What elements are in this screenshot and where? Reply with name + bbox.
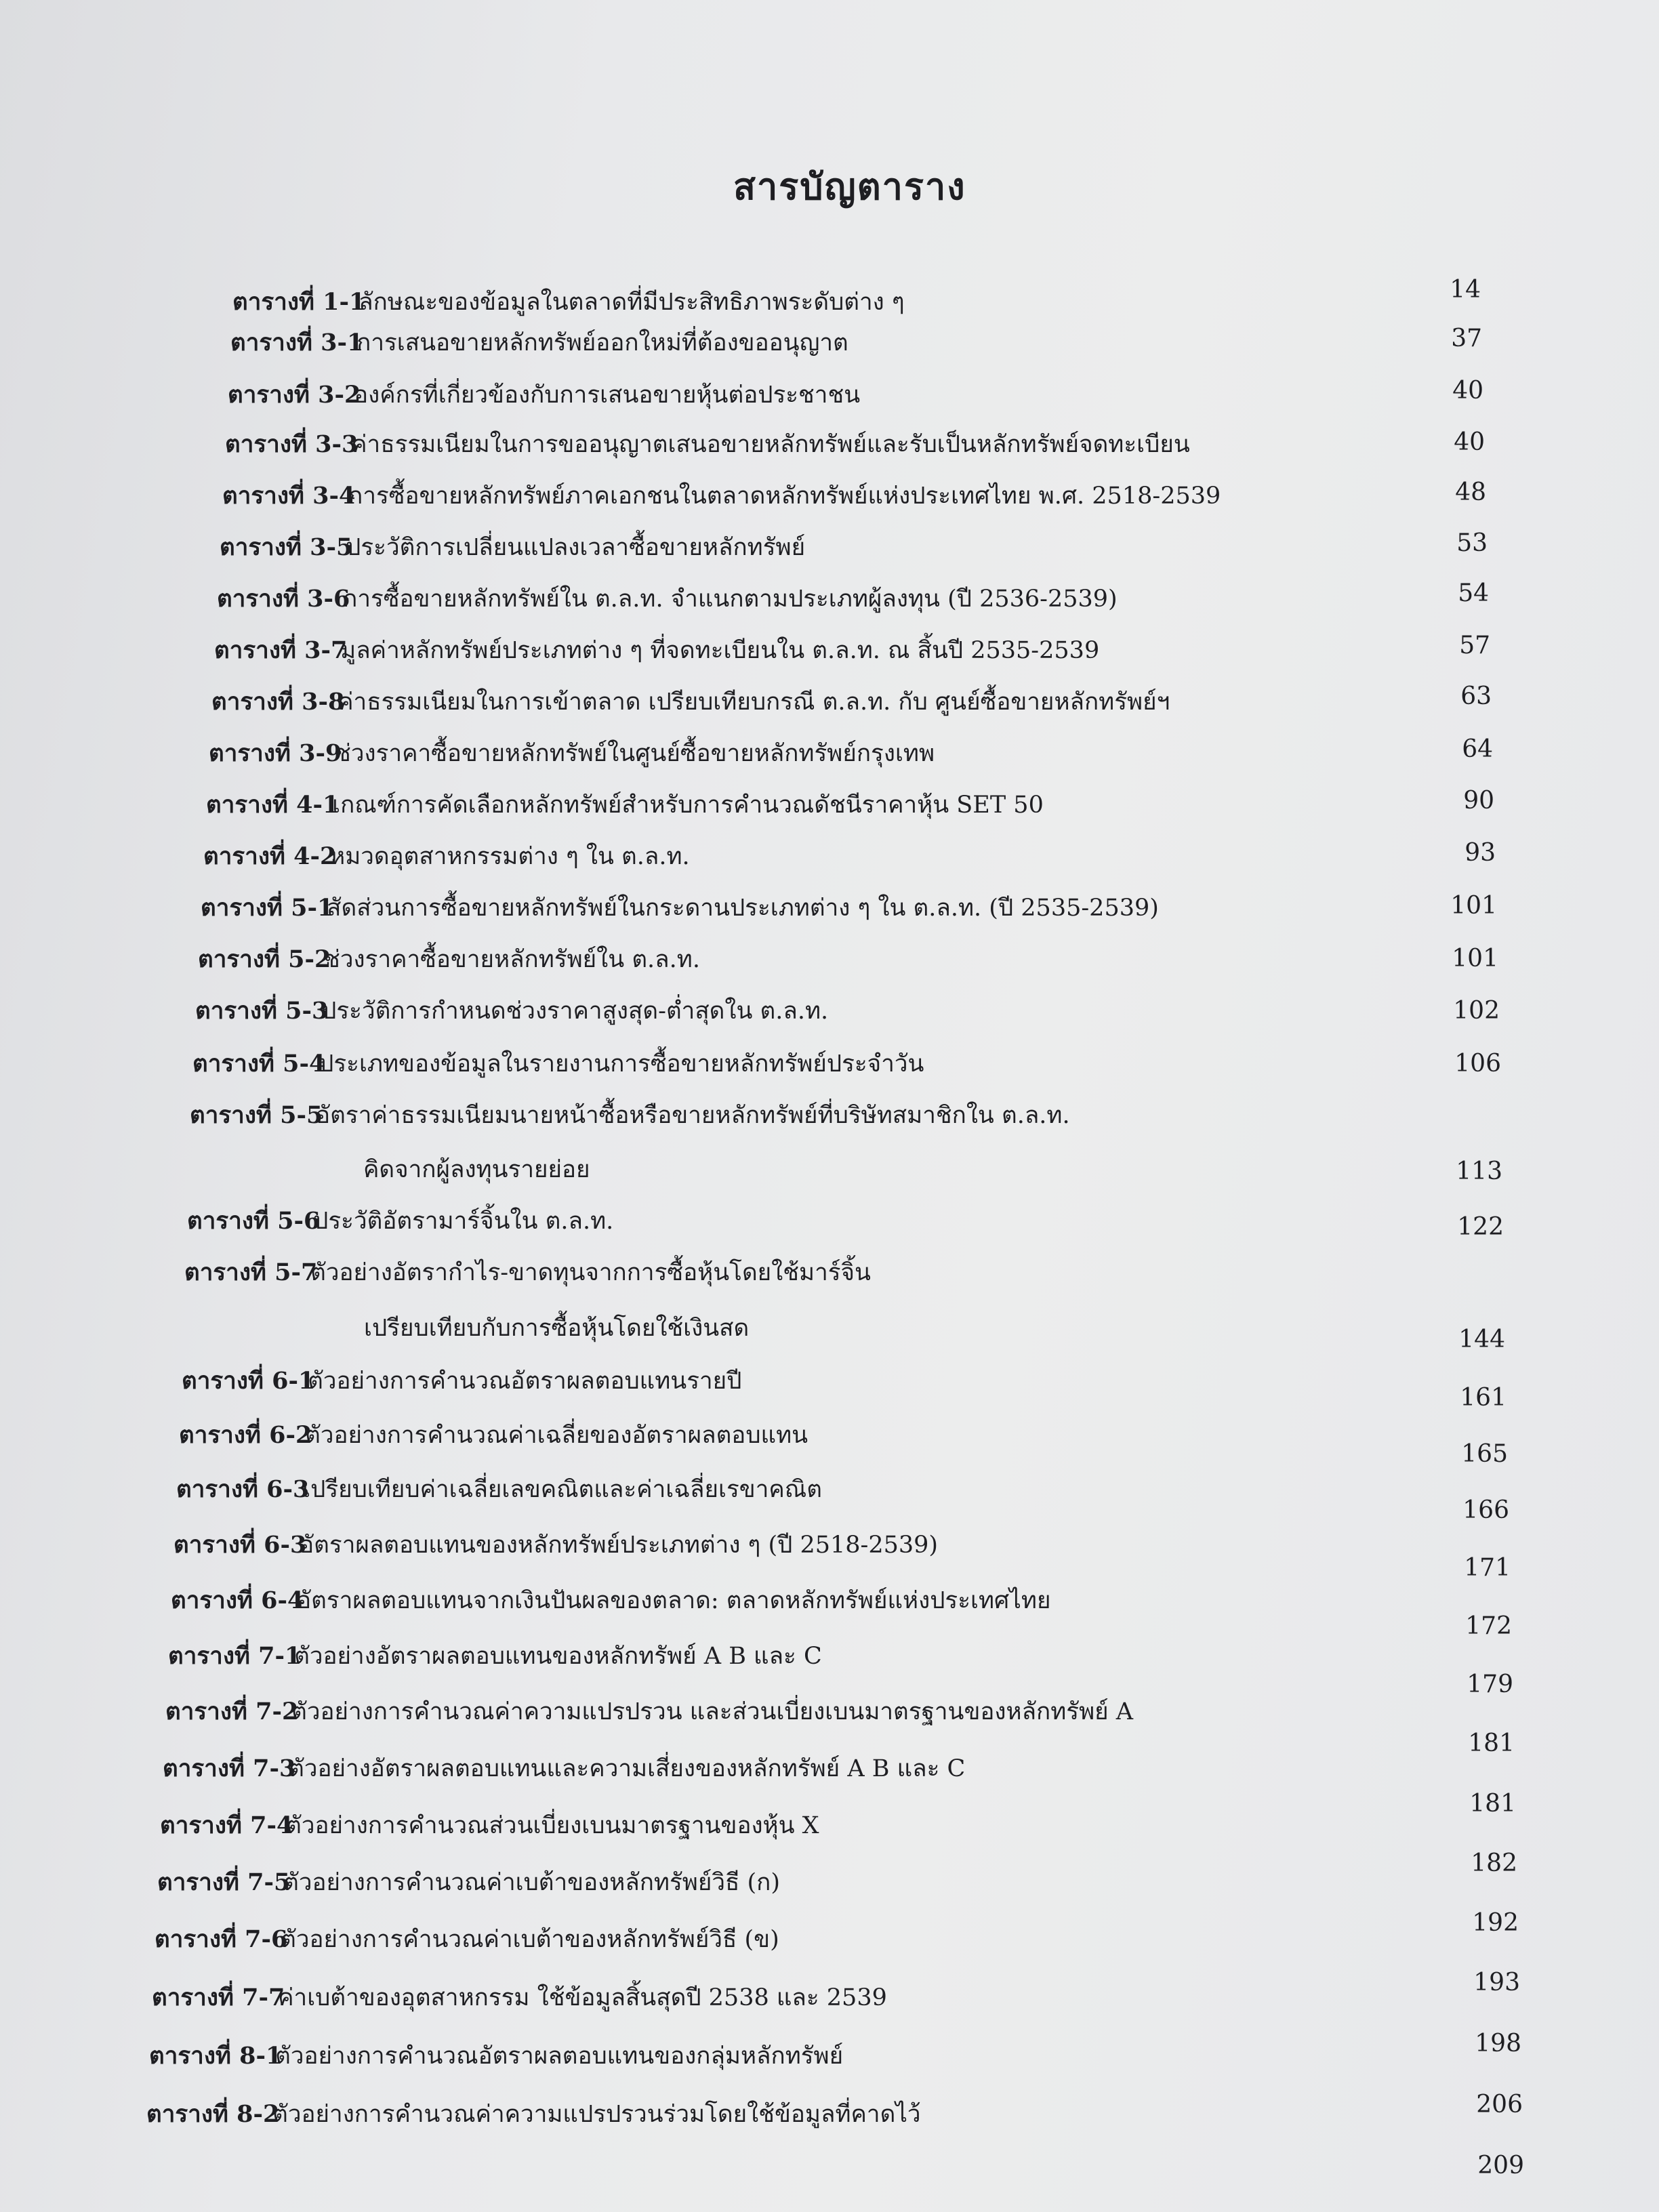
table-title: ค่าธรรมเนียมในการเข้าตลาด เปรียบเทียบกรณี ต.ล.ท. กับ ศูนย์ซื้อขายหลักทรัพย์ฯ	[337, 689, 1170, 716]
table-number: ตารางที่ 7-5	[157, 1868, 291, 1896]
table-title: ตัวอย่างอัตรากำไร-ขาดทุนจากการซื้อหุ้นโดยใช้มาร์จิ้น	[310, 1259, 871, 1286]
table-title-continuation: คิดจากผู้ลงทุนรายย่อย	[363, 1156, 590, 1183]
page-number: 106	[1454, 1050, 1501, 1078]
table-title: อัตราผลตอบแทนของหลักทรัพย์ประเภทต่าง ๆ (ปี 2518-2539)	[300, 1532, 939, 1559]
table-title: ตัวอย่างการคำนวณค่าเบต้าของหลักทรัพย์วิธี (ข)	[281, 1926, 779, 1953]
page-number: 192	[1472, 1909, 1519, 1937]
page-number: 161	[1460, 1384, 1507, 1412]
table-number: ตารางที่ 5-6	[187, 1207, 321, 1235]
page-number: 209	[1477, 2152, 1524, 2179]
page-number: 144	[1458, 1326, 1505, 1353]
page-number: 93	[1465, 839, 1496, 867]
page-number: 181	[1468, 1729, 1515, 1757]
toc-entry	[209, 736, 935, 771]
page-number: 102	[1453, 997, 1500, 1025]
table-title: อัตราผลตอบแทนจากเงินปันผลของตลาด: ตลาดหลักทรัพย์แห่งประเทศไทย	[297, 1587, 1051, 1614]
table-title: ตัวอย่างการคำนวณค่าเฉลี่ยของอัตราผลตอบแทน	[305, 1422, 808, 1449]
table-title: หมวดอุตสาหกรรมต่าง ๆ ใน ต.ล.ท.	[329, 843, 690, 870]
table-number: ตารางที่ 6-2	[179, 1421, 312, 1449]
table-title: ตัวอย่างการคำนวณค่าความแปรปรวนร่วมโดยใช้ข้อมูลที่คาดไว้	[272, 2101, 921, 2128]
page-number: 48	[1455, 478, 1486, 506]
toc-entry	[190, 1098, 1070, 1133]
table-number: ตารางที่ 3-4	[222, 482, 356, 510]
table-number: ตารางที่ 3-9	[209, 739, 342, 767]
table-number: ตารางที่ 3-2	[228, 381, 361, 409]
table-title: ตัวอย่างอัตราผลตอบแทนและความเสี่ยงของหลักทรัพย์ A B และ C	[289, 1755, 966, 1782]
table-title: ลักษณะของข้อมูลในตลาดที่มีประสิทธิภาพระดับต่าง ๆ	[359, 289, 905, 316]
table-number: ตารางที่ 1-1	[232, 288, 366, 316]
toc-entry	[157, 1865, 780, 1900]
toc-entry	[163, 1751, 965, 1786]
table-title: มูลค่าหลักทรัพย์ประเภทต่าง ๆ ที่จดทะเบียนใน ต.ล.ท. ณ สิ้นปี 2535-2539	[340, 637, 1100, 664]
table-number: ตารางที่ 7-1	[168, 1642, 302, 1670]
table-title: ค่าเบต้าของอุตสาหกรรม ใช้ข้อมูลสิ้นสุดปี 2538 และ 2539	[278, 1984, 887, 2011]
page-number: 37	[1451, 325, 1482, 352]
page-number: 101	[1450, 892, 1497, 920]
table-number: ตารางที่ 5-1	[201, 894, 334, 922]
table-number: ตารางที่ 7-7	[152, 1984, 285, 2011]
page-number: 182	[1471, 1849, 1517, 1877]
toc-entry	[173, 1528, 938, 1563]
table-title: ค่าธรรมเนียมในการขออนุญาตเสนอขายหลักทรัพย์และรับเป็นหลักทรัพย์จดทะเบียน	[351, 431, 1190, 458]
toc-entry	[203, 839, 690, 874]
toc-entry	[230, 325, 848, 361]
table-title: สัดส่วนการซื้อขายหลักทรัพย์ในกระดานประเภทต่าง ๆ ใน ต.ล.ท. (ปี 2535-2539)	[327, 895, 1159, 922]
table-number: ตารางที่ 3-8	[211, 688, 345, 716]
table-title: เปรียบเทียบค่าเฉลี่ยเลขคณิตและค่าเฉลี่ยเรขาคณิต	[302, 1476, 822, 1503]
page-number: 113	[1456, 1158, 1502, 1185]
toc-entry	[214, 633, 1099, 668]
table-title: ตัวอย่างอัตราผลตอบแทนของหลักทรัพย์ A B และ C	[294, 1643, 822, 1670]
page-number: 206	[1476, 2091, 1523, 2118]
table-title: ตัวอย่างการคำนวณอัตราผลตอบแทนรายปี	[308, 1368, 742, 1395]
toc-entry	[201, 890, 1159, 926]
table-title: ประเภทของข้อมูลในรายงานการซื้อขายหลักทรัพย์ประจำวัน	[319, 1050, 924, 1078]
toc-entry	[165, 1694, 1133, 1729]
table-number: ตารางที่ 3-3	[225, 430, 359, 458]
page-number: 122	[1457, 1213, 1504, 1241]
toc-entry	[149, 2039, 843, 2074]
page-title: สารบัญตาราง	[733, 165, 966, 208]
toc-entry	[176, 1472, 822, 1507]
table-title: การซื้อขายหลักทรัพย์ภาคเอกชนในตลาดหลักทรัพย์แห่งประเทศไทย พ.ศ. 2518-2539	[348, 483, 1221, 510]
table-title: ช่วงราคาซื้อขายหลักทรัพย์ในศูนย์ซื้อขายหลักทรัพย์กรุงเทพ	[335, 740, 935, 767]
page-number: 166	[1462, 1496, 1509, 1524]
toc-entry	[187, 1204, 613, 1239]
toc-entry	[211, 684, 1170, 720]
page-number: 198	[1475, 2030, 1521, 2057]
page-number: 90	[1463, 787, 1494, 815]
page-number: 57	[1459, 632, 1490, 659]
table-title: ตัวอย่างการคำนวณค่าความแปรปรวน และส่วนเบี่ยงเบนมาตรฐานของหลักทรัพย์ A	[291, 1698, 1134, 1725]
page-number: 171	[1464, 1554, 1511, 1582]
table-number: ตารางที่ 8-1	[149, 2042, 283, 2070]
table-title: ประวัติการกำหนดช่วงราคาสูงสุด-ต่ำสุดใน ต.ล.ท.	[321, 998, 829, 1025]
toc-entry	[198, 942, 700, 977]
page-number: 40	[1454, 428, 1485, 456]
page-number: 14	[1450, 276, 1481, 304]
page-number: 193	[1473, 1969, 1520, 1996]
toc-entry	[160, 1808, 819, 1843]
table-title: อัตราค่าธรรมเนียมนายหน้าซื้อหรือขายหลักทรัพย์ที่บริษัทสมาชิกใน ต.ล.ท.	[316, 1102, 1070, 1129]
table-number: ตารางที่ 5-4	[192, 1050, 326, 1078]
toc-entry	[225, 427, 1190, 462]
table-number: ตารางที่ 7-2	[165, 1698, 299, 1725]
page-number: 165	[1461, 1440, 1508, 1468]
table-title: ช่วงราคาซื้อขายหลักทรัพย์ใน ต.ล.ท.	[324, 946, 700, 973]
table-number: ตารางที่ 6-1	[182, 1367, 315, 1395]
table-number: ตารางที่ 5-5	[190, 1101, 323, 1129]
table-number: ตารางที่ 3-1	[230, 329, 364, 356]
page-number: 63	[1460, 682, 1492, 710]
table-number: ตารางที่ 5-3	[195, 997, 329, 1025]
table-number: ตารางที่ 7-6	[155, 1925, 288, 1953]
table-number: ตารางที่ 7-3	[163, 1755, 296, 1782]
table-title: ประวัติอัตรามาร์จิ้นใน ต.ล.ท.	[313, 1208, 614, 1235]
toc-entry	[152, 1980, 887, 2015]
table-title: เกณฑ์การคัดเลือกหลักทรัพย์สำหรับการคำนวณดัชนีราคาหุ้น SET 50	[332, 792, 1044, 819]
page-number: 53	[1456, 529, 1488, 557]
toc-entry	[228, 377, 860, 413]
page-number: 54	[1458, 579, 1489, 607]
toc-entry	[171, 1583, 1050, 1618]
page-number: 179	[1467, 1671, 1513, 1698]
page-number: 101	[1452, 945, 1498, 972]
table-title: ตัวอย่างการคำนวณส่วนเบี่ยงเบนมาตรฐานของหุ้น X	[286, 1812, 819, 1839]
table-number: ตารางที่ 3-7	[214, 636, 348, 664]
toc-entry	[206, 787, 1044, 823]
table-number: ตารางที่ 3-6	[217, 585, 350, 613]
toc-entry	[222, 478, 1221, 514]
toc-entry	[182, 1364, 741, 1399]
page-number: 64	[1462, 735, 1493, 763]
table-number: ตารางที่ 5-2	[198, 945, 331, 973]
table-number: ตารางที่ 4-1	[206, 791, 340, 819]
table-number: ตารางที่ 3-5	[220, 533, 353, 561]
table-number: ตารางที่ 6-3	[173, 1531, 307, 1559]
table-number: ตารางที่ 7-4	[160, 1811, 293, 1839]
toc-entry	[146, 2097, 921, 2132]
toc-entry	[155, 1922, 779, 1957]
toc-entry	[184, 1255, 871, 1290]
table-title: ตัวอย่างการคำนวณอัตราผลตอบแทนของกลุ่มหลักทรัพย์	[275, 2043, 844, 2070]
table-number: ตารางที่ 5-7	[184, 1258, 318, 1286]
toc-entry	[179, 1418, 808, 1453]
table-title: ตัวอย่างการคำนวณค่าเบต้าของหลักทรัพย์วิธี (ก)	[283, 1869, 781, 1896]
table-title: ประวัติการเปลี่ยนแปลงเวลาซื้อขายหลักทรัพย์	[346, 534, 806, 561]
table-title: การซื้อขายหลักทรัพย์ใน ต.ล.ท. จำแนกตามประเภทผู้ลงทุน (ปี 2536-2539)	[343, 586, 1118, 613]
toc-entry	[220, 530, 805, 565]
table-title: การเสนอขายหลักทรัพย์ออกใหม่ที่ต้องขออนุญาต	[356, 329, 848, 356]
toc-entry	[217, 581, 1118, 617]
toc-entry	[232, 285, 905, 320]
table-number: ตารางที่ 8-2	[146, 2100, 280, 2128]
toc-entry	[168, 1639, 822, 1674]
table-number: ตารางที่ 6-4	[171, 1586, 304, 1614]
table-title: องค์กรที่เกี่ยวข้องกับการเสนอขายหุ้นต่อประชาชน	[354, 382, 861, 409]
toc-entry	[192, 1046, 924, 1082]
table-number: ตารางที่ 4-2	[203, 842, 337, 870]
page-number: 181	[1469, 1790, 1516, 1818]
page-number: 40	[1452, 377, 1483, 405]
table-title-continuation: เปรียบเทียบกับการซื้อหุ้นโดยใช้เงินสด	[364, 1315, 750, 1342]
table-number: ตารางที่ 6-3	[176, 1475, 310, 1503]
toc-entry	[195, 994, 828, 1029]
page-number: 172	[1465, 1612, 1512, 1640]
